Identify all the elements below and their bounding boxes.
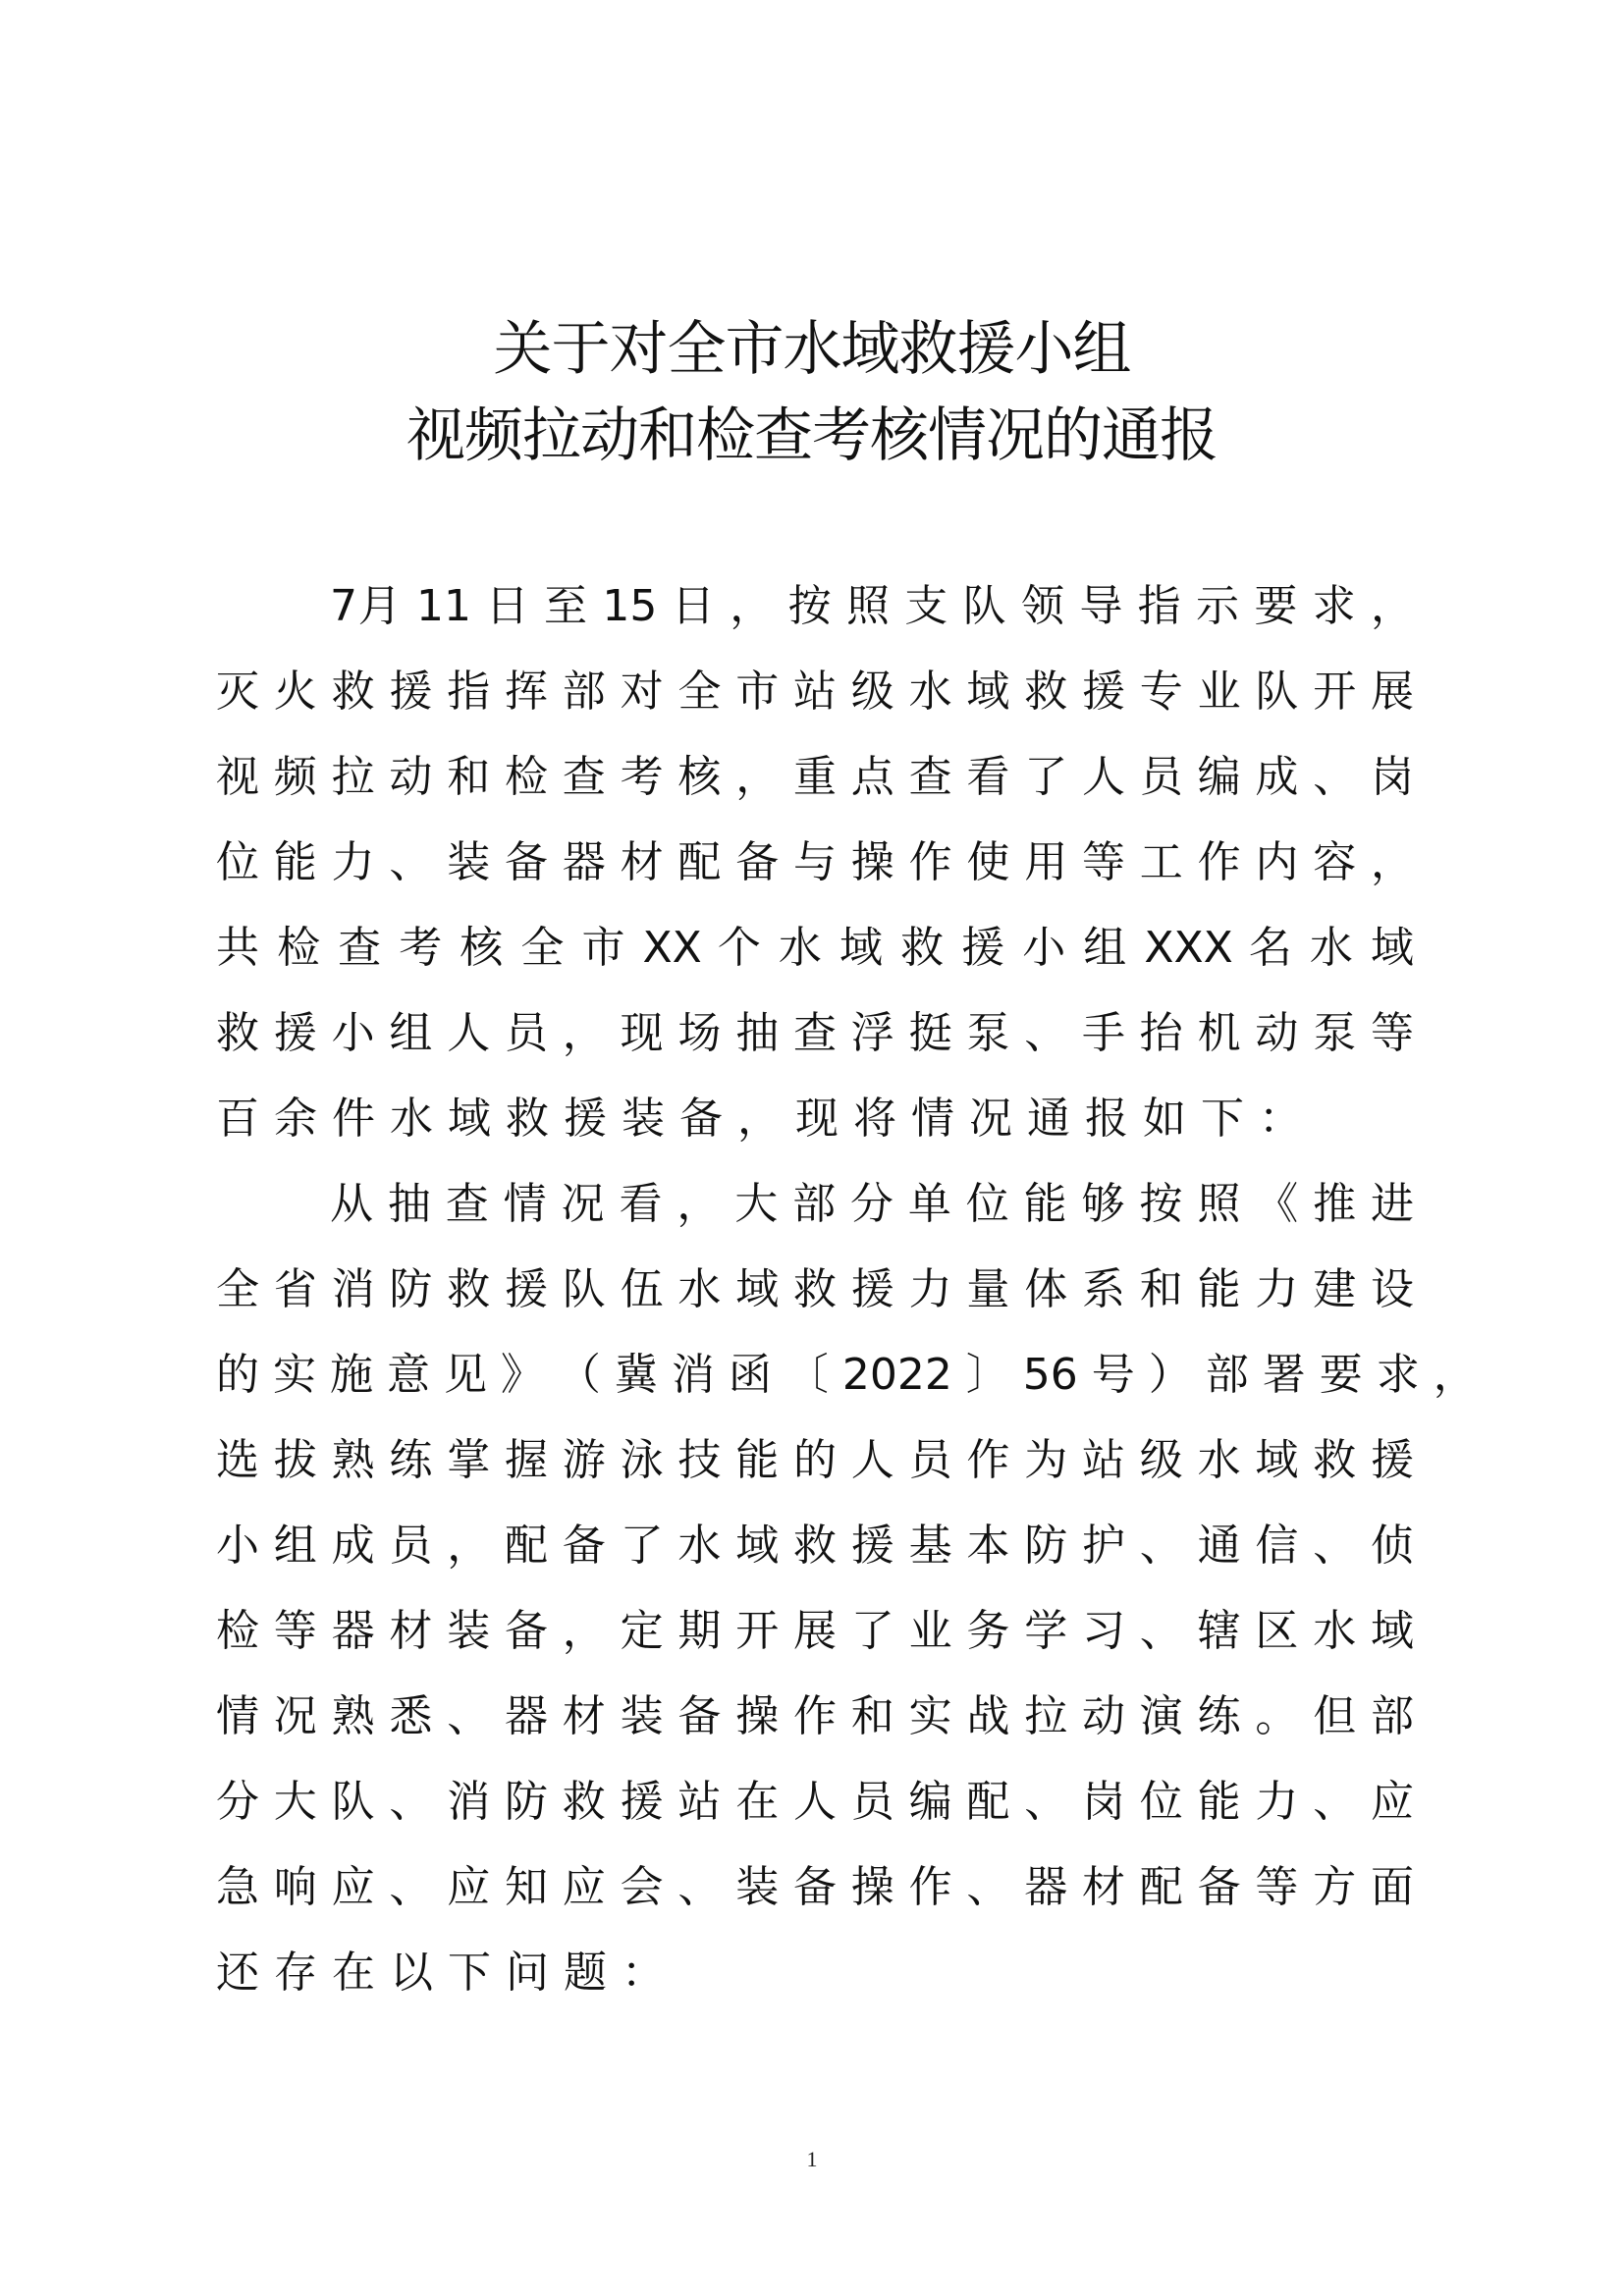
paragraph-2-line: 选 拔 熟 练 掌 握 游 泳 技 能 的 人 员 作 为 站 级 水 域 救 援 xyxy=(216,1435,1414,1485)
paragraph-2-line: 还存在以下问题： xyxy=(216,1948,679,1998)
paragraph-2-line: 分 大 队 、 消 防 救 援 站 在 人 员 编 配 、 岗 位 能 力 、 应 xyxy=(216,1777,1414,1827)
paragraph-1-line: 灭 火 救 援 指 挥 部 对 全 市 站 级 水 域 救 援 专 业 队 开 展 xyxy=(216,667,1414,717)
paragraph-1-line: 视 频 拉 动 和 检 查 考 核 ， 重 点 查 看 了 人 员 编 成 、 岗 xyxy=(216,752,1414,802)
paragraph-1-line: 位 能 力 、 装 备 器 材 配 备 与 操 作 使 用 等 工 作 内 容 ， xyxy=(216,837,1414,887)
paragraph-2-line: 的 实 施 意 见 》 （ 冀 消 函 〔 2022 〕 56 号 ） 部 署 要 求 ， xyxy=(216,1350,1477,1400)
paragraph-2-line: 从 抽 查 情 况 看 ， 大 部 分 单 位 能 够 按 照 《 推 进 xyxy=(330,1179,1414,1229)
title-line-2: 视频拉动和检查考核情况的通报 xyxy=(406,401,1218,470)
paragraph-2-line: 急 响 应 、 应 知 应 会 、 装 备 操 作 、 器 材 配 备 等 方 面 xyxy=(216,1862,1414,1912)
paragraph-2-line: 检 等 器 材 装 备 ， 定 期 开 展 了 业 务 学 习 、 辖 区 水 域 xyxy=(216,1606,1414,1656)
paragraph-2-line: 小 组 成 员 ， 配 备 了 水 域 救 援 基 本 防 护 、 通 信 、 侦 xyxy=(216,1521,1414,1571)
paragraph-1-line: 共 检 查 考 核 全 市 XX 个 水 域 救 援 小 组 XXX 名 水 域 xyxy=(216,923,1414,973)
page-number: 1 xyxy=(806,2147,818,2171)
paragraph-2-line: 全 省 消 防 救 援 队 伍 水 域 救 援 力 量 体 系 和 能 力 建 设 xyxy=(216,1264,1414,1314)
paragraph-1-line: 救 援 小 组 人 员 ， 现 场 抽 查 浮 挺 泵 、 手 抬 机 动 泵 等 xyxy=(216,1008,1414,1058)
paragraph-2-line: 情 况 熟 悉 、 器 材 装 备 操 作 和 实 战 拉 动 演 练 。 但 部 xyxy=(216,1691,1414,1741)
paragraph-1-line: 百余件水域救援装备，现将情况通报如下： xyxy=(216,1094,1317,1144)
paragraph-1-line: 7月 11 日 至 15 日 ， 按 照 支 队 领 导 指 示 要 求 ， xyxy=(330,581,1414,631)
title-line-1: 关于对全市水域救援小组 xyxy=(493,315,1131,384)
